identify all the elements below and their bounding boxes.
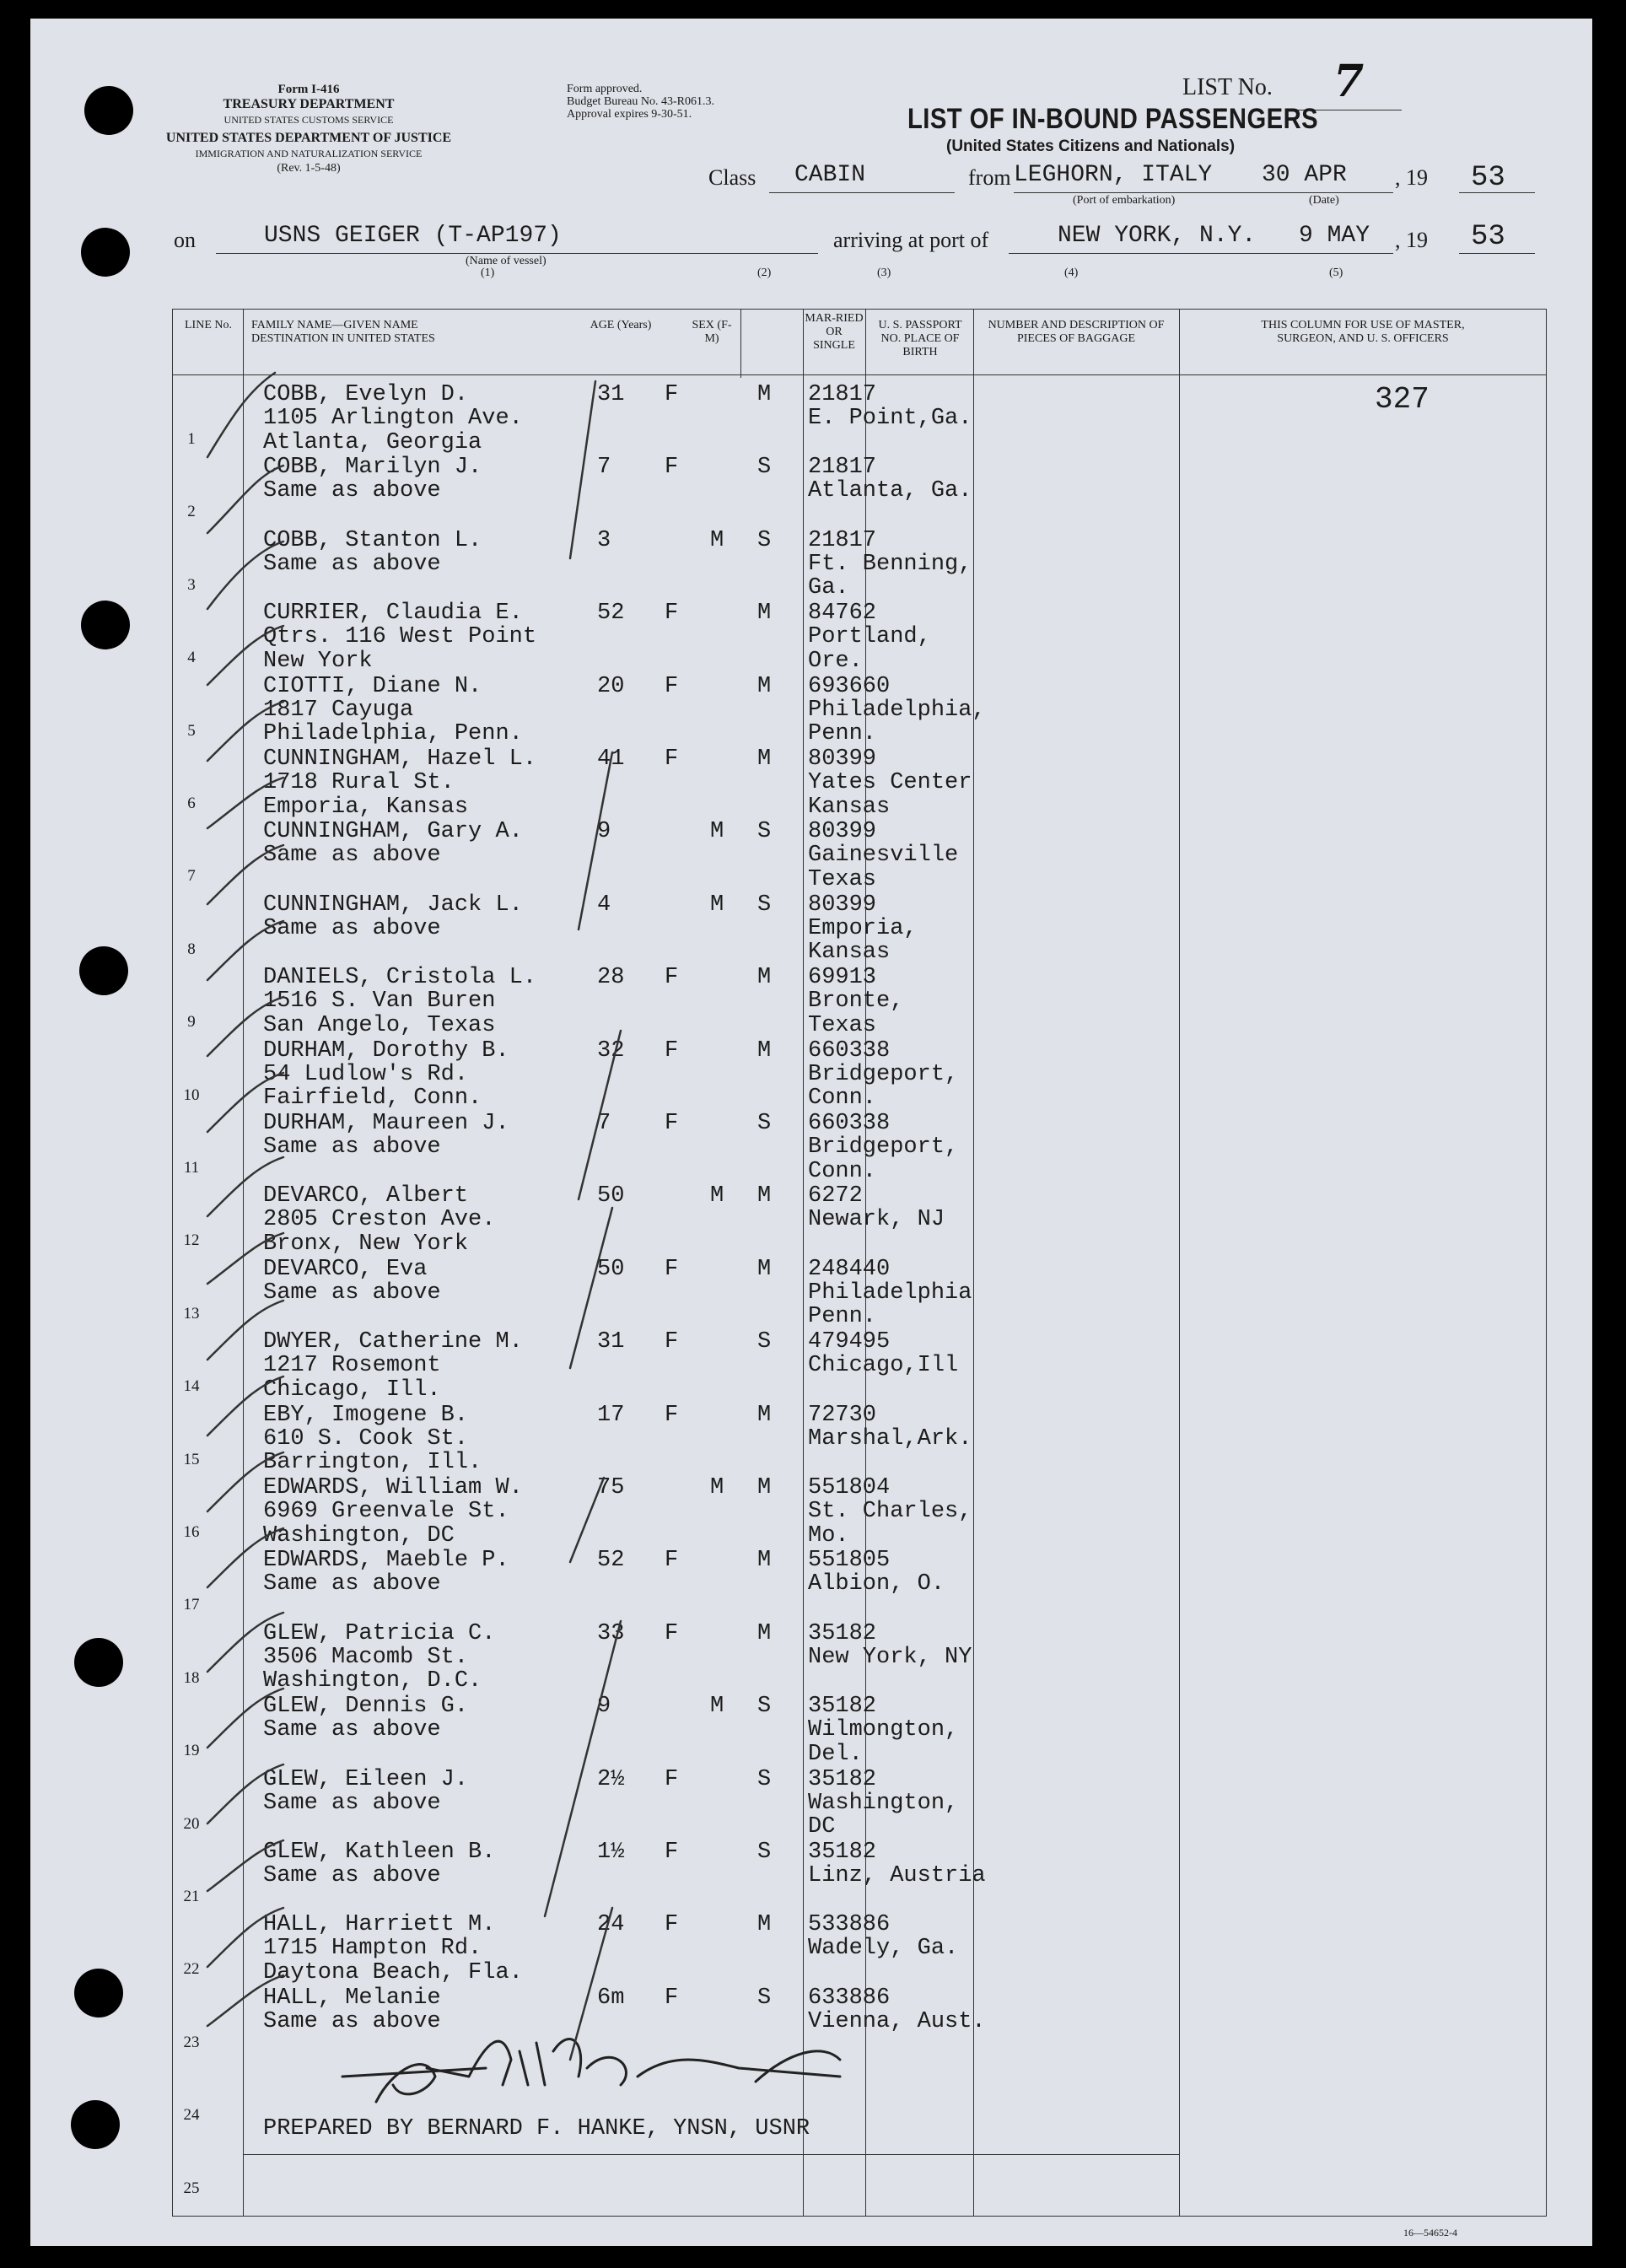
destination-line: Same as above xyxy=(263,1717,441,1743)
passenger-name: GLEW, Eileen J. xyxy=(263,1766,469,1792)
table-row xyxy=(30,1105,1592,1184)
place-of-birth: Gainesville xyxy=(808,843,959,869)
passenger-name: DWYER, Catherine M. xyxy=(263,1329,523,1355)
table-row xyxy=(30,959,1592,1038)
destination-line: Barrington, Ill. xyxy=(263,1450,482,1476)
customs-service: UNITED STATES CUSTOMS SERVICE xyxy=(223,114,394,126)
passenger-name: HALL, Melanie xyxy=(263,1985,441,2011)
place-of-birth: Philadelphia, xyxy=(808,697,986,723)
class-value: CABIN xyxy=(794,162,866,188)
line-number: 10 xyxy=(183,1086,200,1104)
line-number: 1 xyxy=(187,430,196,448)
destination-line: Same as above xyxy=(263,1134,441,1160)
marital-status: S xyxy=(757,1111,772,1136)
marital-status: M xyxy=(757,746,772,772)
table-row xyxy=(30,1542,1592,1614)
passport-number: 6272 xyxy=(808,1183,863,1209)
sex: F xyxy=(665,601,679,627)
age: 1½ xyxy=(597,1840,625,1865)
table-row xyxy=(30,376,1592,455)
destination-line: Same as above xyxy=(263,1863,441,1888)
sex: F xyxy=(665,1402,679,1428)
passport-number: 248440 xyxy=(808,1256,891,1282)
destination-line: 1718 Rural St. xyxy=(263,770,455,795)
place-of-birth: Conn. xyxy=(808,1086,877,1112)
table-row xyxy=(30,522,1592,601)
place-of-birth: Bridgeport, xyxy=(808,1061,959,1087)
line-number: 7 xyxy=(187,867,196,886)
table-row xyxy=(30,1834,1592,1906)
table-row xyxy=(30,1177,1592,1257)
place-of-birth: Emporia, xyxy=(808,915,918,941)
year-prefix-2: , 19 xyxy=(1395,228,1428,252)
col-num-1: (1) xyxy=(481,267,495,279)
age: 33 xyxy=(597,1620,625,1646)
destination-line: Same as above xyxy=(263,915,441,941)
age: 31 xyxy=(597,1329,625,1355)
age: 4 xyxy=(597,892,611,918)
form-number: Form I-416 xyxy=(277,83,340,96)
place-of-birth: Penn. xyxy=(808,721,877,747)
place-of-birth: Albion, O. xyxy=(808,1571,945,1597)
sex: F xyxy=(665,1111,679,1136)
place-of-birth: Ft. Benning, xyxy=(808,551,972,577)
passenger-name: CUNNINGHAM, Jack L. xyxy=(263,892,523,918)
place-of-birth: Bridgeport, xyxy=(808,1134,959,1160)
place-of-birth: Washington, xyxy=(808,1790,959,1816)
destination-line: 1817 Cayuga xyxy=(263,697,414,723)
prepared-by: PREPARED BY BERNARD F. HANKE, YNSN, USNR xyxy=(263,2116,810,2141)
table-row xyxy=(30,1980,1592,2052)
arrival-underline xyxy=(1009,253,1393,254)
port-caption: (Port of embarkation) xyxy=(1073,194,1176,207)
marital-status: M xyxy=(757,673,772,699)
marital-status: M xyxy=(757,1402,772,1428)
table-row xyxy=(30,1761,1592,1840)
col-header-married: MAR-RIED OR SINGLE xyxy=(805,312,864,352)
table-row xyxy=(30,1688,1592,1767)
class-underline xyxy=(769,192,955,193)
passport-number: 72730 xyxy=(808,1402,877,1428)
passenger-name: GLEW, Patricia C. xyxy=(263,1620,496,1646)
age: 41 xyxy=(597,746,625,772)
from-label: from xyxy=(968,165,1011,190)
line-number: 21 xyxy=(183,1888,200,1905)
col-header-baggage: NUMBER AND DESCRIPTION OF PIECES OF BAGGAGE xyxy=(988,319,1165,345)
marital-status: M xyxy=(757,1548,772,1574)
destination-line: Same as above xyxy=(263,1279,441,1306)
place-of-birth: Penn. xyxy=(808,1304,877,1330)
age: 7 xyxy=(597,1111,611,1136)
port-of-embarkation: LEGHORN, ITALY xyxy=(1014,162,1213,188)
col-num-4: (4) xyxy=(1064,267,1079,279)
place-of-birth: New York, NY xyxy=(808,1644,972,1670)
place-of-birth: Linz, Austria xyxy=(808,1863,986,1888)
destination-line: Chicago, Ill. xyxy=(263,1376,441,1403)
passport-number: 693660 xyxy=(808,673,891,699)
destination-line: Fairfield, Conn. xyxy=(263,1086,482,1112)
passenger-name: DEVARCO, Eva xyxy=(263,1256,428,1282)
table-row xyxy=(30,668,1592,747)
marital-status: M xyxy=(757,1620,772,1646)
destination-line: 1217 Rosemont xyxy=(263,1353,441,1379)
form-title: LIST OF IN-BOUND PASSENGERS xyxy=(907,103,1319,135)
col-header-passport: U. S. PASSPORT NO. PLACE OF BIRTH xyxy=(878,319,962,358)
place-of-birth: Texas xyxy=(808,866,877,892)
line-number: 19 xyxy=(183,1742,200,1760)
vessel-name: USNS GEIGER (T-AP197) xyxy=(264,223,562,249)
passenger-name: CIOTTI, Diane N. xyxy=(263,673,482,699)
destination-line: New York xyxy=(263,648,373,674)
table-row xyxy=(30,595,1592,674)
sex: F xyxy=(665,1840,679,1865)
age: 50 xyxy=(597,1256,625,1282)
sex: M xyxy=(710,1183,724,1209)
age: 31 xyxy=(597,382,625,407)
place-of-birth: Texas xyxy=(808,1012,877,1038)
sex: F xyxy=(665,965,679,991)
sex: M xyxy=(710,1475,724,1500)
marital-status: M xyxy=(757,1037,772,1064)
line-number: 14 xyxy=(183,1377,200,1396)
arrival-date: 9 MAY xyxy=(1299,223,1370,249)
table-row xyxy=(30,813,1592,892)
marital-status: M xyxy=(757,1475,772,1500)
sex: F xyxy=(665,1766,679,1792)
place-of-birth: Conn. xyxy=(808,1158,877,1184)
place-of-birth: E. Point,Ga. xyxy=(808,406,972,431)
col-header-sex: SEX (F-M) xyxy=(692,319,732,345)
passenger-name: EDWARDS, Maeble P. xyxy=(263,1548,509,1574)
age: 17 xyxy=(597,1402,625,1428)
list-no-value: 7 xyxy=(1333,56,1365,107)
approval-block xyxy=(567,83,714,121)
treasury-dept: TREASURY DEPARTMENT xyxy=(223,97,395,111)
line-number: 2 xyxy=(187,503,196,521)
passport-number: 80399 xyxy=(808,746,877,772)
destination-line: 1516 S. Van Buren xyxy=(263,989,496,1015)
place-of-birth: Newark, NJ xyxy=(808,1207,945,1233)
destination-line: Same as above xyxy=(263,551,441,577)
passport-number: 551805 xyxy=(808,1548,891,1574)
passenger-name: DURHAM, Maureen J. xyxy=(263,1111,509,1136)
age: 9 xyxy=(597,1694,611,1720)
passport-number: 35182 xyxy=(808,1840,877,1865)
table-row xyxy=(30,1397,1592,1476)
age: 9 xyxy=(597,819,611,845)
place-of-birth: Yates Center xyxy=(808,770,972,795)
sex: F xyxy=(665,1620,679,1646)
class-label: Class xyxy=(708,165,756,190)
passenger-name: GLEW, Kathleen B. xyxy=(263,1840,496,1865)
age: 20 xyxy=(597,673,625,699)
passport-number: 80399 xyxy=(808,892,877,918)
destination-line: Same as above xyxy=(263,1790,441,1816)
table-row xyxy=(30,886,1592,966)
passport-number: 479495 xyxy=(808,1329,891,1355)
place-of-birth: Ga. xyxy=(808,575,849,601)
place-of-birth: Vienna, Aust. xyxy=(808,2008,986,2034)
destination-line: San Angelo, Texas xyxy=(263,1012,496,1038)
destination-line: 2805 Creston Ave. xyxy=(263,1207,496,1233)
officer-note: 327 xyxy=(1375,382,1429,417)
sex: F xyxy=(665,746,679,772)
passport-number: 660338 xyxy=(808,1111,891,1136)
passenger-name: COBB, Stanton L. xyxy=(263,527,482,553)
age: 7 xyxy=(597,455,611,481)
line-number: 23 xyxy=(183,2033,200,2051)
place-of-birth: Chicago,Ill xyxy=(808,1353,959,1379)
sex: F xyxy=(665,1548,679,1574)
line-number: 18 xyxy=(183,1668,200,1687)
line-number: 6 xyxy=(187,795,196,812)
arrival-year: 53 xyxy=(1471,221,1505,253)
sex: M xyxy=(710,892,724,918)
place-of-birth: Wilmongton, xyxy=(808,1717,959,1743)
arrival-port: NEW YORK, N.Y. xyxy=(1058,223,1257,249)
place-of-birth: Wadely, Ga. xyxy=(808,1936,959,1962)
sex: F xyxy=(665,1256,679,1282)
table-row xyxy=(30,1032,1592,1112)
marital-status: M xyxy=(757,382,772,407)
marital-status: M xyxy=(757,1256,772,1282)
line-number: 20 xyxy=(183,1814,200,1833)
sex: F xyxy=(665,673,679,699)
marital-status: M xyxy=(757,1912,772,1938)
place-of-birth: Ore. xyxy=(808,648,863,674)
destination-line: Bronx, New York xyxy=(263,1231,469,1257)
punch-hole xyxy=(81,228,130,277)
line-number: 3 xyxy=(187,575,196,594)
passenger-name: COBB, Marilyn J. xyxy=(263,455,482,481)
destination-line: 610 S. Cook St. xyxy=(263,1425,469,1452)
destination-line: Atlanta, Georgia xyxy=(263,429,482,455)
age: 3 xyxy=(597,527,611,553)
form-agency-block xyxy=(157,82,460,176)
sex: F xyxy=(665,1037,679,1064)
embark-year: 53 xyxy=(1471,162,1505,194)
table-row xyxy=(30,2052,1592,2125)
destination-line: Qtrs. 116 West Point xyxy=(263,624,537,650)
destination-line: Washington, DC xyxy=(263,1522,455,1549)
destination-line: Same as above xyxy=(263,478,441,504)
place-of-birth: Philadelphia xyxy=(808,1279,972,1306)
passenger-name: GLEW, Dennis G. xyxy=(263,1694,469,1720)
footer-code: 16—54652-4 xyxy=(1403,2227,1457,2238)
marital-status: M xyxy=(757,1183,772,1209)
passport-number: 84762 xyxy=(808,601,877,627)
approval-line-1: Form approved. xyxy=(567,83,643,95)
passenger-name: EDWARDS, William W. xyxy=(263,1475,523,1500)
destination-line: Same as above xyxy=(263,2008,441,2034)
embark-date: 30 APR xyxy=(1262,162,1347,188)
sex: F xyxy=(665,455,679,481)
line-number: 22 xyxy=(183,1960,200,1979)
line-number: 12 xyxy=(183,1231,200,1250)
line-number: 8 xyxy=(187,940,196,958)
age: 28 xyxy=(597,965,625,991)
place-of-birth: Mo. xyxy=(808,1522,849,1549)
table-row xyxy=(30,1469,1592,1549)
punch-hole xyxy=(84,86,133,135)
list-no-label: LIST No. xyxy=(1182,74,1273,100)
destination-line: 54 Ludlow's Rd. xyxy=(263,1061,469,1087)
table-row xyxy=(30,1251,1592,1330)
prepared-rule xyxy=(243,2154,1179,2155)
place-of-birth: DC xyxy=(808,1814,836,1840)
marital-status: S xyxy=(757,527,772,553)
age: 75 xyxy=(597,1475,625,1500)
passport-number: 80399 xyxy=(808,819,877,845)
col-num-3: (3) xyxy=(877,267,891,279)
passenger-name: DEVARCO, Albert xyxy=(263,1183,469,1209)
header-rule xyxy=(172,374,1547,375)
destination-line: 6969 Greenvale St. xyxy=(263,1499,509,1524)
approval-line-2: Budget Bureau No. 43-R061.3. xyxy=(567,95,714,108)
age: 2½ xyxy=(597,1766,625,1792)
col-num-2: (2) xyxy=(757,267,772,279)
line-number: 13 xyxy=(183,1304,200,1323)
destination-line: 3506 Macomb St. xyxy=(263,1644,469,1670)
col-header-age: AGE (Years) xyxy=(590,319,652,331)
place-of-birth: Kansas xyxy=(808,940,891,966)
line-number: 15 xyxy=(183,1450,200,1468)
line-number: 11 xyxy=(183,1159,200,1177)
line-number: 5 xyxy=(187,721,196,740)
place-of-birth: St. Charles, xyxy=(808,1499,972,1524)
arriving-label: arriving at port of xyxy=(833,228,989,252)
line-number: 4 xyxy=(187,649,196,667)
col-header-officers: THIS COLUMN FOR USE OF MASTER, SURGEON, AND U. S. OFFICERS xyxy=(1261,319,1465,345)
destination-line: Emporia, Kansas xyxy=(263,794,469,820)
passport-number: 533886 xyxy=(808,1912,891,1938)
col-header-name: FAMILY NAME—GIVEN NAME DESTINATION IN UNITED STATES xyxy=(251,319,435,345)
marital-status: M xyxy=(757,965,772,991)
marital-status: S xyxy=(757,1766,772,1792)
age: 50 xyxy=(597,1183,625,1209)
destination-line: Same as above xyxy=(263,843,441,869)
passport-number: 633886 xyxy=(808,1985,891,2011)
table-row xyxy=(30,1323,1592,1403)
table-row xyxy=(30,1906,1592,1985)
passenger-name: HALL, Harriett M. xyxy=(263,1912,496,1938)
passenger-name: DURHAM, Dorothy B. xyxy=(263,1037,509,1064)
age: 24 xyxy=(597,1912,625,1938)
sex: F xyxy=(665,1985,679,2011)
line-number: 16 xyxy=(183,1523,200,1541)
approval-line-3: Approval expires 9-30-51. xyxy=(567,108,692,121)
passport-number: 551804 xyxy=(808,1475,891,1500)
from-underline xyxy=(1014,192,1393,193)
vessel-caption: (Name of vessel) xyxy=(466,255,546,267)
destination-line: Same as above xyxy=(263,1571,441,1597)
sex: M xyxy=(710,527,724,553)
passport-number: 35182 xyxy=(808,1766,877,1792)
marital-status: S xyxy=(757,1985,772,2011)
table-row xyxy=(30,449,1592,521)
marital-status: S xyxy=(757,1694,772,1720)
on-label: on xyxy=(174,228,196,252)
form-subtitle: (United States Citizens and Nationals) xyxy=(946,137,1236,155)
place-of-birth: Atlanta, Ga. xyxy=(808,478,972,504)
table-row xyxy=(30,741,1592,820)
year-underline-1 xyxy=(1459,192,1535,193)
destination-line: Daytona Beach, Fla. xyxy=(263,1959,523,1985)
place-of-birth: Portland, xyxy=(808,624,931,650)
col-header-line: LINE No. xyxy=(185,319,232,331)
sex: F xyxy=(665,382,679,407)
year-underline-2 xyxy=(1459,253,1535,254)
age: 6m xyxy=(597,1985,625,2011)
vessel-underline xyxy=(216,253,818,254)
ins-service: IMMIGRATION AND NATURALIZATION SERVICE xyxy=(195,148,423,159)
sex: F xyxy=(665,1329,679,1355)
marital-status: S xyxy=(757,892,772,918)
passenger-name: EBY, Imogene B. xyxy=(263,1402,469,1428)
form-revision: (Rev. 1-5-48) xyxy=(277,162,341,175)
line-number: 25 xyxy=(183,2179,200,2197)
age: 52 xyxy=(597,1548,625,1574)
age: 32 xyxy=(597,1037,625,1064)
line-number: 9 xyxy=(187,1013,196,1032)
sex: M xyxy=(710,819,724,845)
passport-number: 660338 xyxy=(808,1037,891,1064)
marital-status: S xyxy=(757,1329,772,1355)
place-of-birth: Kansas xyxy=(808,794,891,820)
passport-number: 35182 xyxy=(808,1620,877,1646)
passenger-name: DANIELS, Cristola L. xyxy=(263,965,537,991)
date-caption: (Date) xyxy=(1309,194,1339,207)
marital-status: M xyxy=(757,601,772,627)
line-number: 24 xyxy=(183,2106,200,2125)
manifest-page xyxy=(30,19,1592,2246)
passenger-name: CURRIER, Claudia E. xyxy=(263,601,523,627)
marital-status: S xyxy=(757,819,772,845)
passenger-name: CUNNINGHAM, Hazel L. xyxy=(263,746,537,772)
marital-status: S xyxy=(757,455,772,481)
destination-line: Washington, D.C. xyxy=(263,1668,482,1694)
sex: M xyxy=(710,1694,724,1720)
passport-number: 21817 xyxy=(808,455,877,481)
passport-number: 35182 xyxy=(808,1694,877,1720)
table-row xyxy=(30,1615,1592,1694)
place-of-birth: Bronte, xyxy=(808,989,904,1015)
justice-dept: UNITED STATES DEPARTMENT OF JUSTICE xyxy=(165,131,452,145)
passport-number: 21817 xyxy=(808,382,877,407)
destination-line: Philadelphia, Penn. xyxy=(263,721,523,747)
passenger-name: COBB, Evelyn D. xyxy=(263,382,469,407)
col-rule xyxy=(740,309,741,378)
year-prefix-1: , 19 xyxy=(1395,165,1428,190)
age: 52 xyxy=(597,601,625,627)
passport-number: 69913 xyxy=(808,965,877,991)
destination-line: 1715 Hampton Rd. xyxy=(263,1936,482,1962)
line-number: 17 xyxy=(183,1596,200,1614)
marital-status: S xyxy=(757,1840,772,1865)
place-of-birth: Marshal,Ark. xyxy=(808,1425,972,1452)
sex: F xyxy=(665,1912,679,1938)
col-num-5: (5) xyxy=(1329,267,1343,279)
passport-number: 21817 xyxy=(808,527,877,553)
place-of-birth: Del. xyxy=(808,1741,863,1767)
destination-line: 1105 Arlington Ave. xyxy=(263,406,523,431)
passenger-name: CUNNINGHAM, Gary A. xyxy=(263,819,523,845)
